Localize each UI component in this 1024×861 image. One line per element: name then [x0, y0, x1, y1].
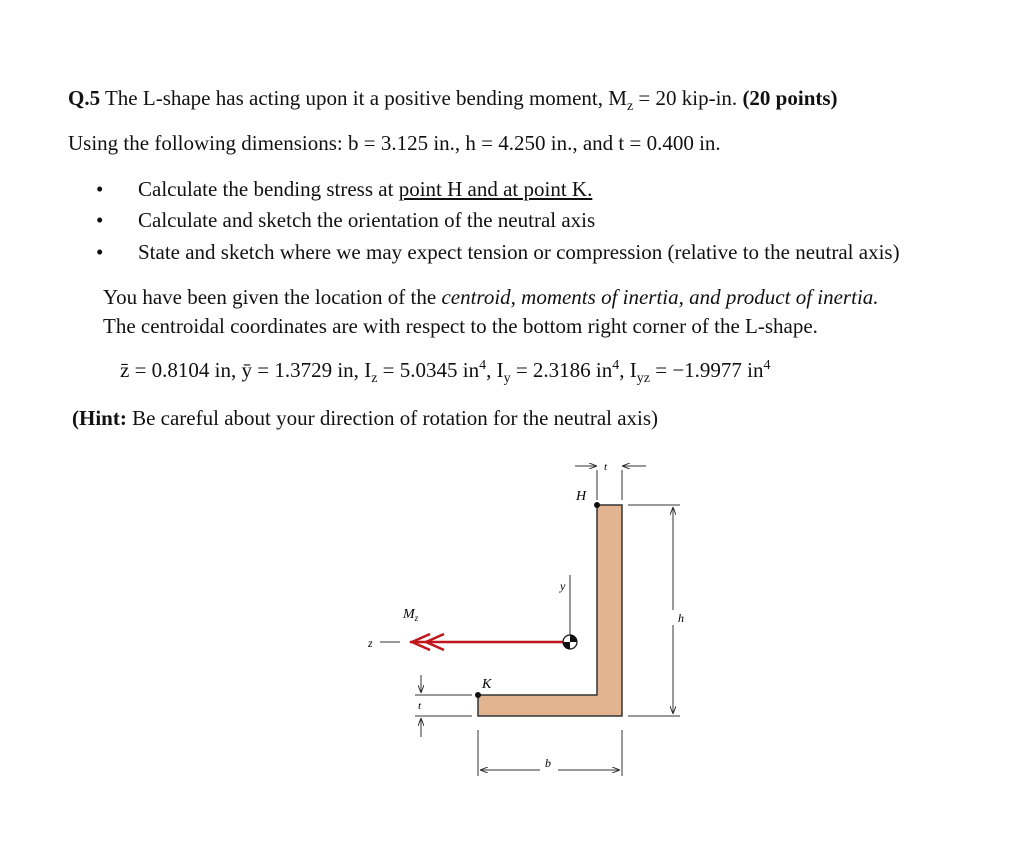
question-text: The L-shape has acting upon it a positive bending moment, M: [104, 86, 627, 110]
label-b: b: [545, 756, 551, 770]
label-t-top: t: [604, 461, 608, 473]
label-H: H: [576, 489, 587, 504]
label-Mz: $M_z$: [403, 607, 419, 623]
label-z: z: [368, 636, 373, 650]
bullet-1-underlined: point H and at point K.: [398, 177, 593, 201]
label-K: K: [482, 677, 492, 692]
formula-ybar: ȳ = 1.3729 in,: [241, 358, 359, 382]
point-K: [475, 692, 481, 698]
point-H: [594, 502, 600, 508]
label-t-left: t: [418, 700, 422, 712]
bullet-dot-2: •: [96, 208, 104, 232]
label-h: h: [678, 611, 684, 625]
l-shape: [478, 505, 622, 716]
formula-zbar: z̄ = 0.8104 in,: [120, 358, 237, 382]
hint-text: Be careful about your direction of rotation for the neutral axis): [126, 406, 659, 430]
moment-subscript: z: [626, 99, 634, 115]
formula-iyz: $I_{yz} = -1.9977$ $in^4$: [629, 358, 771, 387]
bullet-item-2: Calculate and sketch the orientation of the neutral axis: [138, 208, 596, 232]
moment-value: = 20 kip-in.: [633, 86, 743, 110]
given-line-1-text: You have been given the location of the: [103, 285, 442, 309]
dimensions-text: Using the following dimensions: b = 3.125 in., h = 4.250 in., and t = 0.400 in.: [68, 131, 721, 155]
centroid-symbol: [563, 635, 577, 649]
hint-bold: (Hint:: [72, 406, 127, 430]
bullet-item-3: State and sketch where we may expect tension or compression (relative to the neutral axis): [138, 240, 900, 264]
bullet-dot-1: •: [96, 177, 104, 201]
bullet-1-text: Calculate the bending stress at: [138, 177, 399, 201]
formula-iz: $I_z = 5.0345$ $in^4$,: [364, 358, 492, 387]
given-line-2: The centroidal coordinates are with respect to the bottom right corner of the L-shape.: [103, 314, 818, 338]
label-y: y: [560, 579, 566, 593]
question-points: (20 points): [742, 86, 838, 110]
bullet-dot-3: •: [96, 240, 104, 264]
formula-iy: $I_y = 2.3186$ $in^4$,: [496, 358, 625, 387]
question-number: Q.5: [68, 86, 101, 110]
given-line-1-italic: centroid, moments of inertia, and product of inertia.: [441, 285, 879, 309]
